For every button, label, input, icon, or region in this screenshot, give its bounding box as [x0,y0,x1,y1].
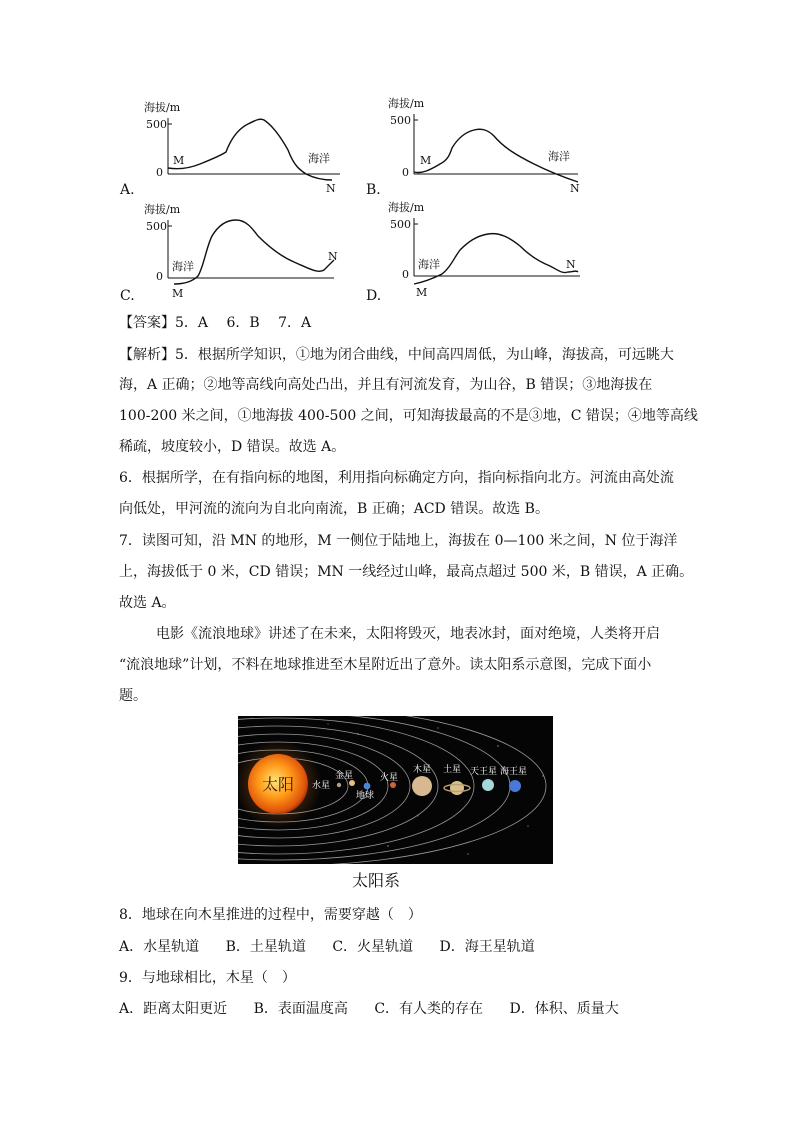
profile-d-m-label: M [416,286,428,299]
profile-b-tick-0: 0 [402,166,409,179]
profile-a-tick-500: 500 [146,118,167,131]
profile-chart-b [364,92,594,200]
profile-d-y-label: 海拔/m [388,201,425,214]
venus-label: 金星 [335,771,354,781]
q8-option-b[interactable]: B．土星轨道 [225,939,306,955]
uranus-icon [482,779,494,791]
q8-option-c[interactable]: C．火星轨道 [332,939,414,955]
q8-option-a[interactable]: A．水星轨道 [119,939,200,955]
profile-a-curve [168,119,332,180]
profile-c-curve [174,220,334,284]
profile-a-ocean-label: 海洋 [308,152,330,165]
q6-analysis-line-1: 6．根据所学，在有指向标的地图，利用指向标确定方向，指向标指向北方。河流由高处流 [119,470,674,486]
profile-c-option-letter: C. [120,288,135,304]
earth-label: 地球 [356,791,375,801]
sun-label: 太阳 [262,775,295,794]
mercury-label: 水星 [312,781,331,791]
q9-options [119,998,641,1018]
analysis-label: 【解析】 [119,347,175,363]
profile-chart-c [118,198,348,306]
jupiter-icon [412,776,432,796]
profile-b-n-label: N [570,182,580,195]
profile-c-svg [118,198,348,306]
solar-system-svg [238,716,553,864]
profile-c-tick-500: 500 [146,220,167,233]
profile-d-tick-500: 500 [390,218,411,231]
q8-stem: 8．地球在向木星推进的过程中，需要穿越（ ） [119,907,422,923]
profile-a-tick-0: 0 [156,166,163,179]
q9-option-d[interactable]: D．体积、质量大 [509,1001,619,1017]
profile-a-y-label: 海拔/m [144,101,181,114]
profile-b-option-letter: B. [366,182,381,198]
profile-chart-d [364,196,594,306]
q7-analysis-line-3: 故选 A。 [119,595,176,611]
profile-d-svg [364,196,594,306]
mars-label: 火星 [380,773,399,783]
profile-b-tick-500: 500 [390,114,411,127]
profile-a-option-letter: A. [120,182,135,198]
figure-caption: 太阳系 [352,871,401,890]
q9-option-a[interactable]: A．距离太阳更近 [119,1001,228,1017]
uranus-label: 天王星 [470,767,498,777]
q9-option-b[interactable]: B．表面温度高 [253,1001,348,1017]
profile-b-y-label: 海拔/m [388,97,425,110]
q9-option-c[interactable]: C．有人类的存在 [374,1001,484,1017]
analysis-line-1 [119,344,674,364]
analysis-text-1: 5．根据所学知识，①地为闭合曲线，中间高四周低，为山峰，海拔高，可远眺大 [175,347,674,363]
neptune-label: 海王星 [500,767,528,777]
jupiter-label: 木星 [413,765,432,775]
mercury-icon [337,783,341,787]
profile-d-tick-0: 0 [402,268,409,281]
profile-a-svg [118,96,348,200]
neptune-icon [509,780,521,792]
intro-line-1: 电影《流浪地球》讲述了在未来，太阳将毁灭，地表冰封，面对绝境，人类将开启 [156,626,660,642]
profile-d-ocean-label: 海洋 [418,258,440,271]
profile-a-m-label: M [173,154,185,167]
profile-b-m-label: M [420,154,432,167]
intro-line-3: 题。 [119,688,147,704]
earth-icon [364,783,371,790]
analysis-line-3: 100-200 米之间，①地海拔 400-500 之间，可知海拔最高的不是③地，C 错误；④地等高线 [119,408,698,424]
q8-options [119,936,557,956]
profile-c-tick-0: 0 [156,270,163,283]
saturn-label: 土星 [443,765,462,775]
q9-stem: 9．与地球相比，木星（ ） [119,970,296,986]
q8-option-d[interactable]: D．海王星轨道 [439,939,535,955]
q7-analysis-line-2: 上，海拔低于 0 米，CD 错误；MN 一线经过山峰，最高点超过 500 米，B 错误，A 正确。 [119,564,694,580]
saturn-icon [444,781,470,795]
profile-c-m-label: M [172,287,184,300]
profile-a-n-label: N [326,182,336,195]
profile-d-n-label: N [566,258,576,271]
analysis-line-4: 稀疏，坡度较小，D 错误。故选 A。 [119,439,346,455]
profile-chart-a [118,96,348,200]
profile-b-ocean-label: 海洋 [548,150,570,163]
profile-d-option-letter: D. [366,288,382,304]
profile-c-y-label: 海拔/m [144,203,181,216]
profile-c-n-label: N [328,250,338,263]
analysis-line-2: 海，A 正确；②地等高线向高处凸出，并且有河流发育，为山谷，B 错误；③地海拔在 [119,377,653,393]
q6-analysis-line-2: 向低处，甲河流的流向为自北向南流，B 正确；ACD 错误。故选 B。 [119,501,549,517]
answer-line: 【答案】5．A 6．B 7．A [119,315,312,331]
profile-c-ocean-label: 海洋 [172,260,194,273]
intro-line-2: “流浪地球”计划，不料在地球推进至木星附近出了意外。读太阳系示意图，完成下面小 [119,657,652,673]
profile-b-svg [364,92,594,200]
q7-analysis-line-1: 7．读图可知，沿 MN 的地形，M 一侧位于陆地上，海拔在 0—100 米之间，N 位于海洋 [119,533,678,549]
solar-system-image [238,716,553,864]
